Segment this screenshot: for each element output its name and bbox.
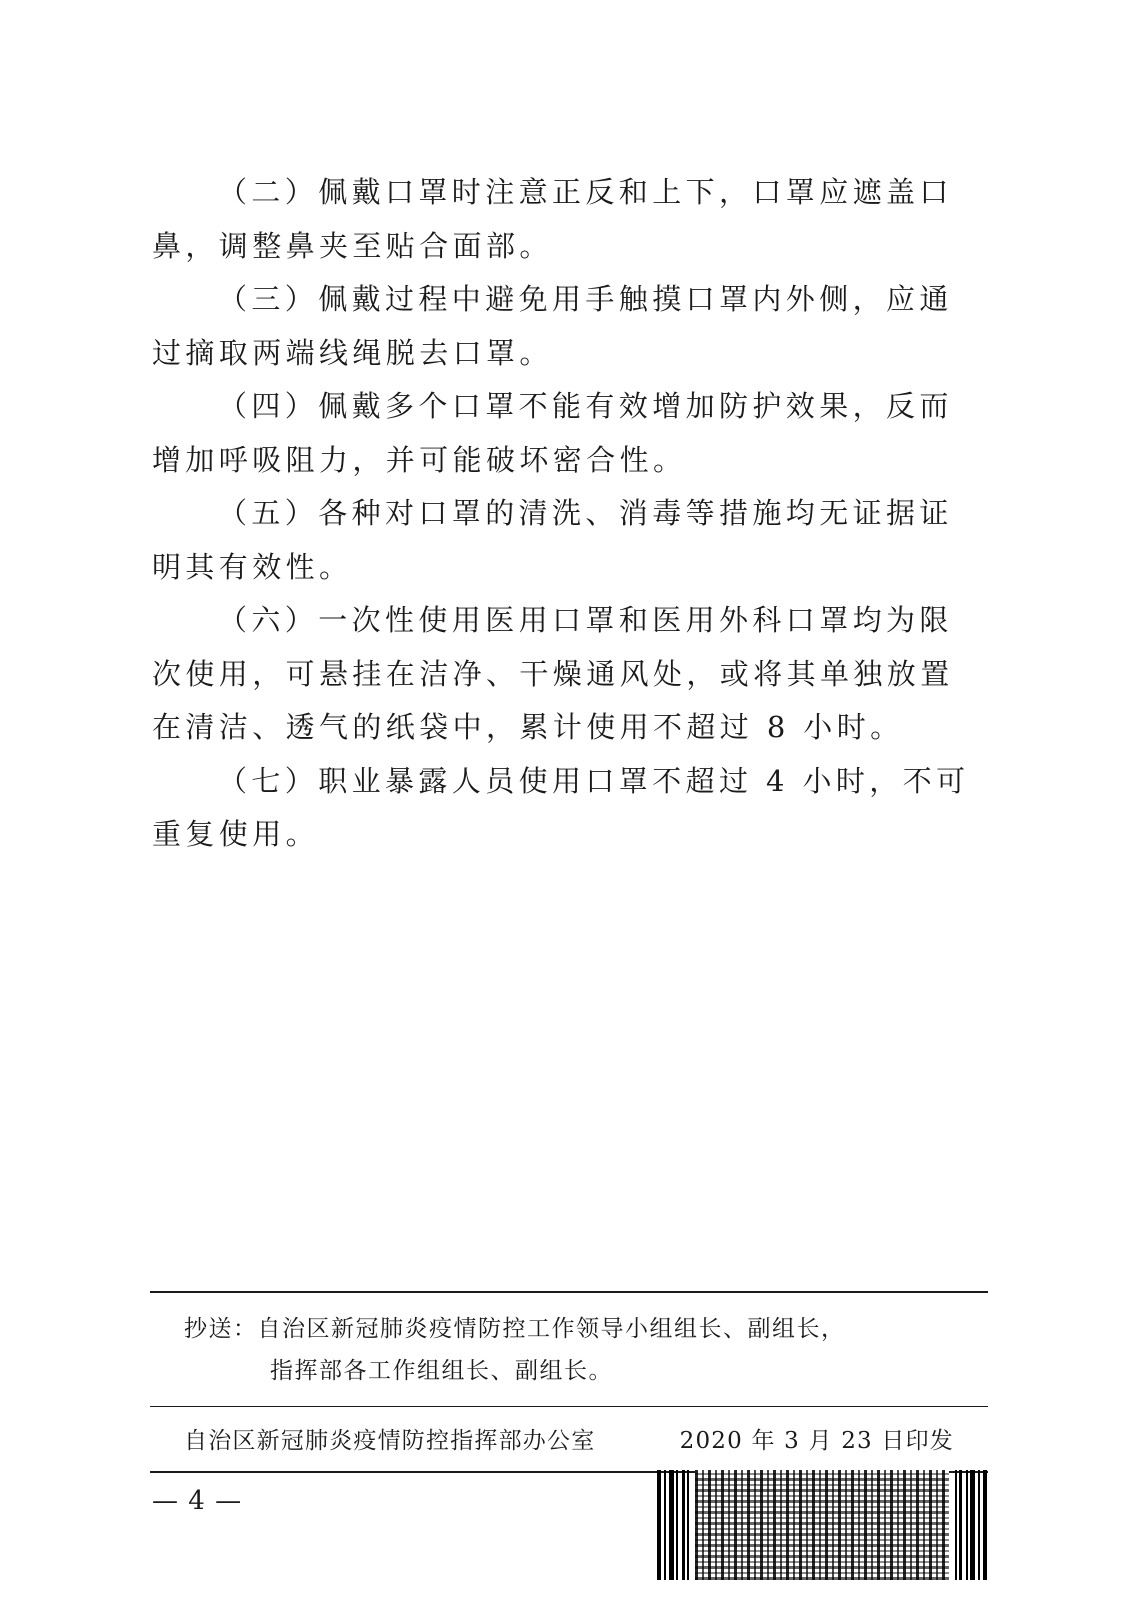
barcode-left-bars: [657, 1470, 692, 1580]
barcode-matrix: [695, 1470, 949, 1580]
issuer-row: [150, 1407, 988, 1473]
paragraph-2: （二）佩戴口罩时注意正反和上下，口罩应遮盖口鼻，调整鼻夹至贴合面部。: [152, 175, 953, 263]
barcode-icon: [657, 1470, 987, 1580]
cc-line-1: 抄送：自治区新冠肺炎疫情防控工作领导小组组长、副组长，: [184, 1316, 846, 1342]
issuer-name: 自治区新冠肺炎疫情防控指挥部办公室: [184, 1428, 596, 1454]
document-body: [152, 166, 972, 862]
barcode-right-bars: [952, 1470, 987, 1580]
paragraph-7: （七）职业暴露人员使用口罩不超过 4 小时，不可重复使用。: [152, 763, 970, 851]
document-footer: [150, 1291, 988, 1473]
paragraph-3: （三）佩戴过程中避免用手触摸口罩内外侧，应通过摘取两端线绳脱去口罩。: [152, 282, 953, 370]
paragraph-5: （五）各种对口罩的清洗、消毒等措施均无证据证明其有效性。: [152, 496, 953, 584]
issue-date: 2020 年 3 月 23 日印发: [679, 1428, 954, 1454]
cc-section: [150, 1293, 988, 1407]
cc-line-2: 指挥部各工作组组长、副组长。: [270, 1358, 613, 1384]
paragraph-4: （四）佩戴多个口罩不能有效增加防护效果，反而增加呼吸阻力，并可能破坏密合性。: [152, 389, 953, 477]
page-number: — 4 —: [152, 1486, 243, 1516]
paragraph-6: （六）一次性使用医用口罩和医用外科口罩均为限次使用，可悬挂在洁净、干燥通风处，或将其单独放置在清洁、透气的纸袋中，累计使用不超过 8 小时。: [152, 603, 954, 744]
